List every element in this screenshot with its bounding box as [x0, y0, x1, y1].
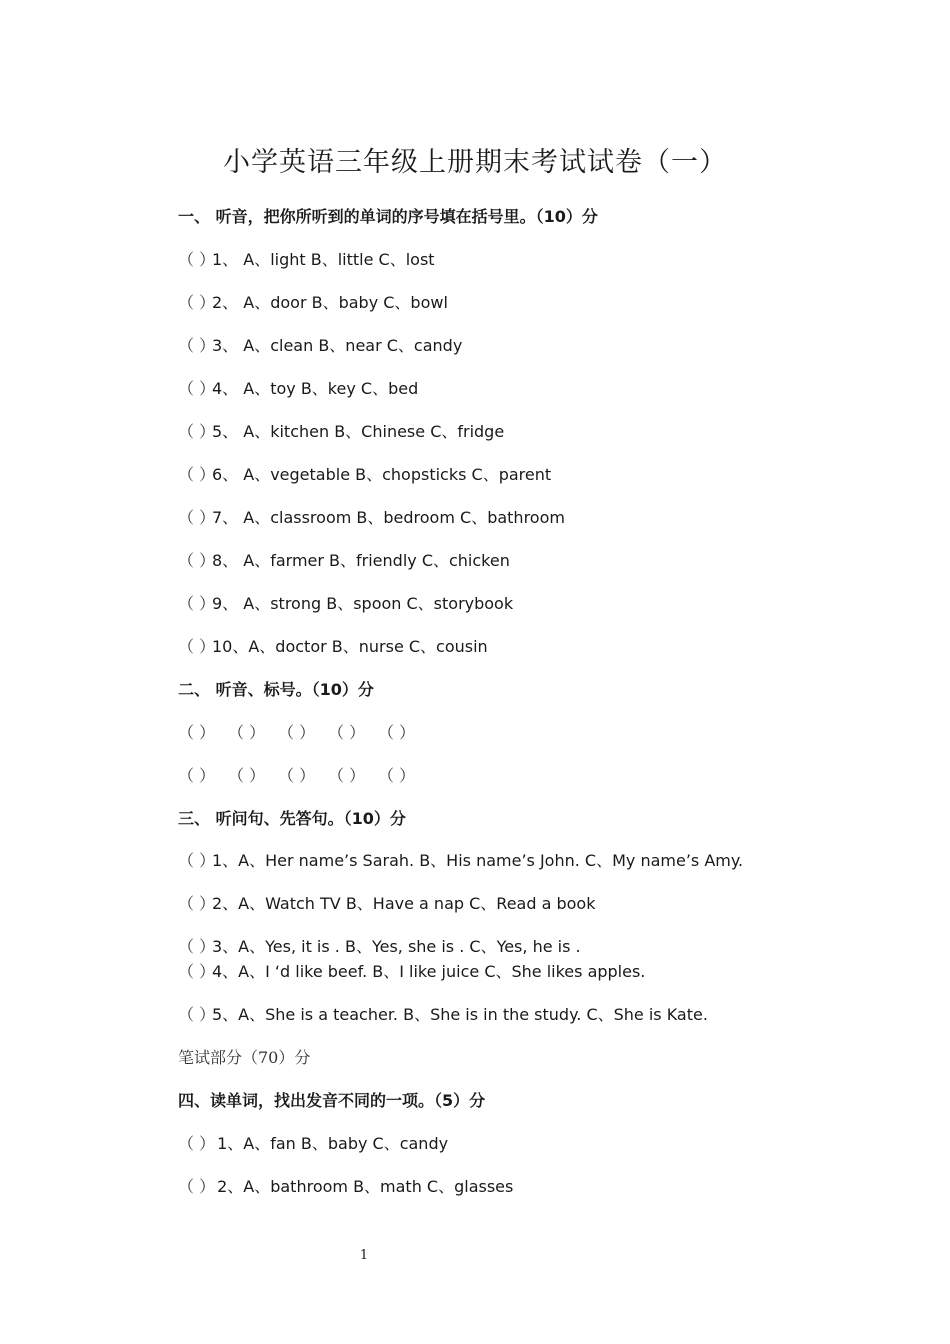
answer-blank[interactable]: （ ）: [178, 594, 216, 613]
list-item: [178, 379, 418, 399]
answer-blank[interactable]: （ ）: [178, 336, 216, 355]
list-item: [178, 894, 595, 914]
answer-blank[interactable]: （ ）: [228, 766, 266, 785]
answer-blank[interactable]: （ ）: [178, 766, 216, 785]
list-item: [178, 508, 565, 528]
list-item: [178, 250, 435, 270]
answer-blank[interactable]: （ ）: [178, 723, 216, 742]
answer-blank[interactable]: （ ）: [178, 465, 216, 484]
question-text: 2、A、Watch TV B、Have a nap C、Read a book: [212, 894, 596, 913]
page-number: 1: [359, 1248, 369, 1263]
list-item: [178, 637, 488, 657]
answer-blank[interactable]: （ ）: [228, 723, 266, 742]
answer-blank[interactable]: （ ）: [278, 766, 316, 785]
question-text: 8、 A、farmer B、friendly C、chicken: [212, 551, 510, 570]
answer-blank[interactable]: （ ）: [328, 766, 366, 785]
list-item: [178, 1134, 448, 1154]
question-text: 1、 A、light B、little C、lost: [212, 250, 435, 269]
list-item: [178, 851, 743, 871]
answer-blank[interactable]: （ ）: [178, 637, 216, 656]
question-text: 6、 A、vegetable B、chopsticks C、parent: [212, 465, 552, 484]
answer-blank[interactable]: （ ）: [178, 508, 216, 527]
question-text: 9、 A、strong B、spoon C、storybook: [212, 594, 514, 613]
list-item: [178, 551, 510, 571]
question-text: 2、 A、door B、baby C、bowl: [212, 293, 448, 312]
answer-row: [178, 766, 428, 786]
question-text: 7、 A、classroom B、bedroom C、bathroom: [212, 508, 565, 527]
answer-blank[interactable]: （ ）: [178, 422, 216, 441]
question-text: 3、 A、clean B、near C、candy: [212, 336, 463, 355]
question-text: 1、A、Her name’s Sarah. B、His name’s John. C、My name’s Amy.: [212, 851, 744, 870]
answer-blank[interactable]: （ ）: [178, 894, 216, 913]
answer-blank[interactable]: （ ）: [178, 1005, 216, 1024]
answer-blank[interactable]: （ ）: [178, 379, 216, 398]
section-2-heading: 二、 听音、标号。（10）分: [178, 680, 374, 699]
question-text: 1、A、fan B、baby C、candy: [212, 1134, 449, 1153]
answer-blank[interactable]: （ ）: [178, 250, 216, 269]
list-item: [178, 1177, 513, 1197]
question-text: 5、 A、kitchen B、Chinese C、fridge: [212, 422, 505, 441]
answer-blank[interactable]: （ ）: [178, 293, 216, 312]
question-text: 10、A、doctor B、nurse C、cousin: [212, 637, 488, 656]
list-item: [178, 594, 513, 614]
section-1-heading: 一、 听音，把你所听到的单词的序号填在括号里。（10）分: [178, 207, 598, 226]
question-text: 4、A、I ‘d like beef. B、I like juice C、She likes apples.: [212, 962, 646, 981]
question-text: 4、 A、toy B、key C、bed: [212, 379, 419, 398]
answer-blank[interactable]: （ ）: [178, 937, 216, 956]
answer-blank[interactable]: （ ）: [178, 851, 216, 870]
list-item: [178, 293, 448, 313]
page-title: 小学英语三年级上册期末考试试卷（一）: [223, 147, 727, 178]
question-text: 3、A、Yes, it is . B、Yes, she is . C、Yes, he is .: [212, 937, 581, 956]
written-part-heading: 笔试部分（70）分: [178, 1048, 311, 1067]
list-item: [178, 962, 645, 982]
answer-blank[interactable]: （ ）: [178, 1134, 216, 1153]
answer-row: [178, 723, 428, 743]
list-item: [178, 422, 504, 442]
list-item: [178, 336, 462, 356]
question-text: 5、A、She is a teacher. B、She is in the study. C、She is Kate.: [212, 1005, 708, 1024]
answer-blank[interactable]: （ ）: [178, 551, 216, 570]
answer-blank[interactable]: （ ）: [178, 1177, 216, 1196]
answer-blank[interactable]: （ ）: [278, 723, 316, 742]
section-4-heading: 四、读单词，找出发音不同的一项。（5）分: [178, 1091, 486, 1110]
answer-blank[interactable]: （ ）: [328, 723, 366, 742]
answer-blank[interactable]: （ ）: [378, 723, 416, 742]
answer-blank[interactable]: （ ）: [178, 962, 216, 981]
list-item: [178, 1005, 708, 1025]
answer-blank[interactable]: （ ）: [378, 766, 416, 785]
list-item: [178, 465, 551, 485]
list-item: [178, 937, 581, 957]
question-text: 2、A、bathroom B、math C、glasses: [212, 1177, 514, 1196]
section-3-heading: 三、 听问句、先答句。（10）分: [178, 809, 406, 828]
